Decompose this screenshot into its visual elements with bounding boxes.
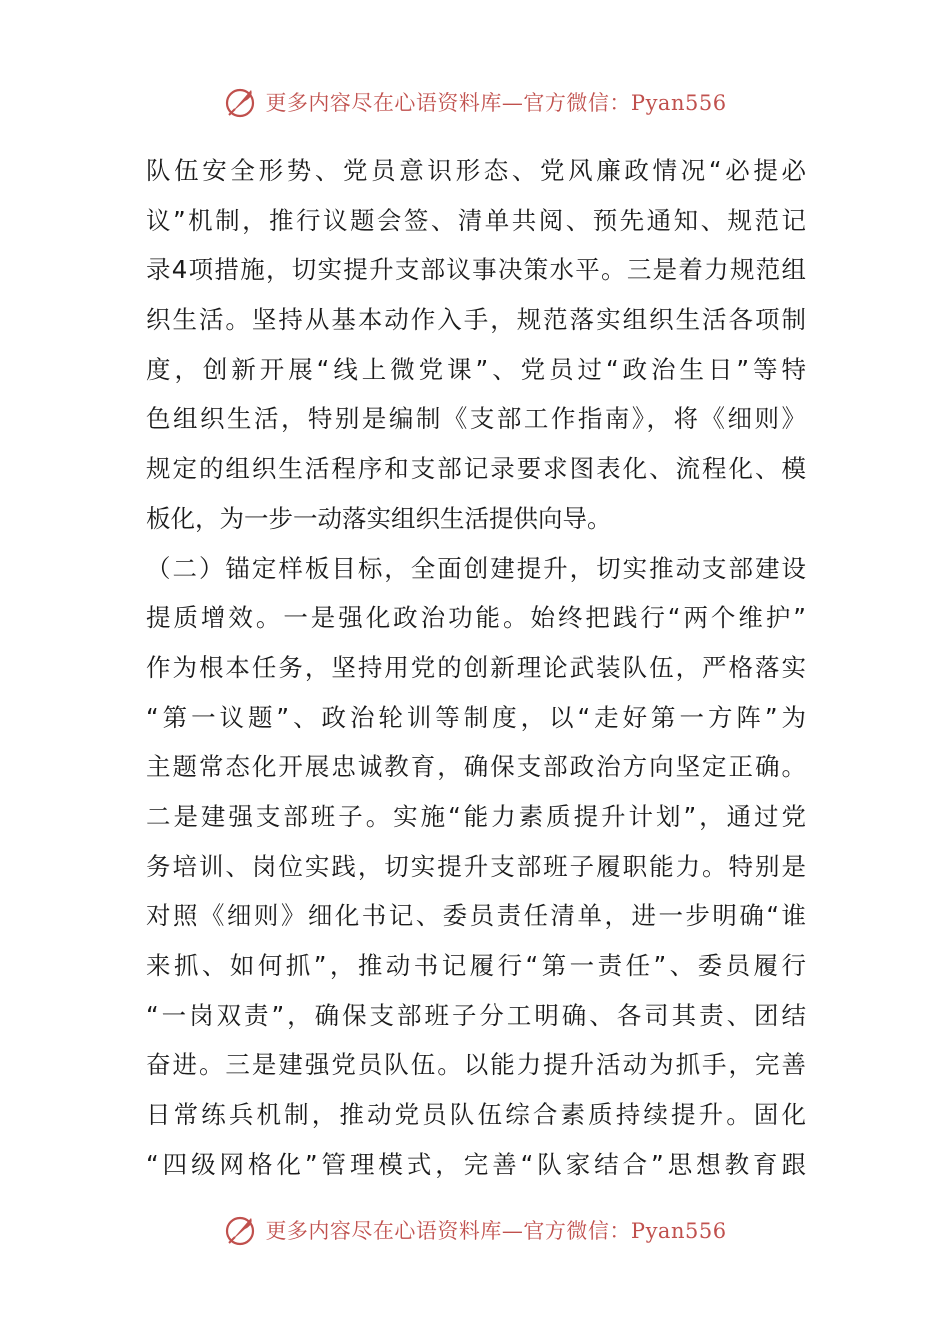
body-line: 录4项措施，切实提升支部议事决策水平。三是着力规范组 [146,255,806,285]
body-line: 对照《细则》细化书记、委员责任清单，进一步明确“谁 [146,901,806,931]
feather-pen-circle-icon [223,84,259,120]
body-line: 板化，为一步一动落实组织生活提供向导。 [146,503,612,533]
body-line: “第一议题”、政治轮训等制度，以“走好第一方阵”为 [146,702,806,732]
header-watermark-text: 更多内容尽在心语资料库—官方微信：Pyan556 [265,91,727,115]
body-line: 议”机制，推行议题会签、清单共阅、预先通知、规范记 [146,205,806,235]
footer-watermark-text: 更多内容尽在心语资料库—官方微信：Pyan556 [265,1219,727,1243]
body-line: “一岗双责”，确保支部班子分工明确、各司其责、团结 [146,1000,806,1030]
body-line: 色组织生活，特别是编制《支部工作指南》，将《细则》 [146,404,806,434]
body-line: （二）锚定样板目标，全面创建提升，切实推动支部建设 [146,553,806,583]
footer-watermark-banner [0,1208,950,1252]
header-watermark-banner [0,80,950,124]
feather-pen-circle-icon [223,1212,259,1248]
body-line: 作为根本任务，坚持用党的创新理论武装队伍，严格落实 [146,652,806,682]
body-line: 主题常态化开展忠诚教育，确保支部政治方向坚定正确。 [146,752,806,782]
body-line: 度，创新开展“线上微党课”、党员过“政治生日”等特 [146,354,806,384]
body-line: 二是建强支部班子。实施“能力素质提升计划”，通过党 [146,801,806,831]
body-line: “四级网格化”管理模式，完善“队家结合”思想教育跟 [146,1149,806,1179]
body-line: 来抓、如何抓”，推动书记履行“第一责任”、委员履行 [146,951,806,980]
body-line: 奋进。三是建强党员队伍。以能力提升活动为抓手，完善 [146,1050,806,1080]
body-line: 提质增效。一是强化政治功能。始终把践行“两个维护” [146,603,806,633]
document-body [146,146,806,1189]
body-line: 织生活。坚持从基本动作入手，规范落实组织生活各项制 [146,305,806,335]
body-line: 日常练兵机制，推动党员队伍综合素质持续提升。固化 [146,1100,806,1130]
body-line: 规定的组织生活程序和支部记录要求图表化、流程化、模 [146,454,806,484]
body-line: 队伍安全形势、党员意识形态、党风廉政情况“必提必 [146,156,806,185]
body-line: 务培训、岗位实践，切实提升支部班子履职能力。特别是 [146,851,806,881]
